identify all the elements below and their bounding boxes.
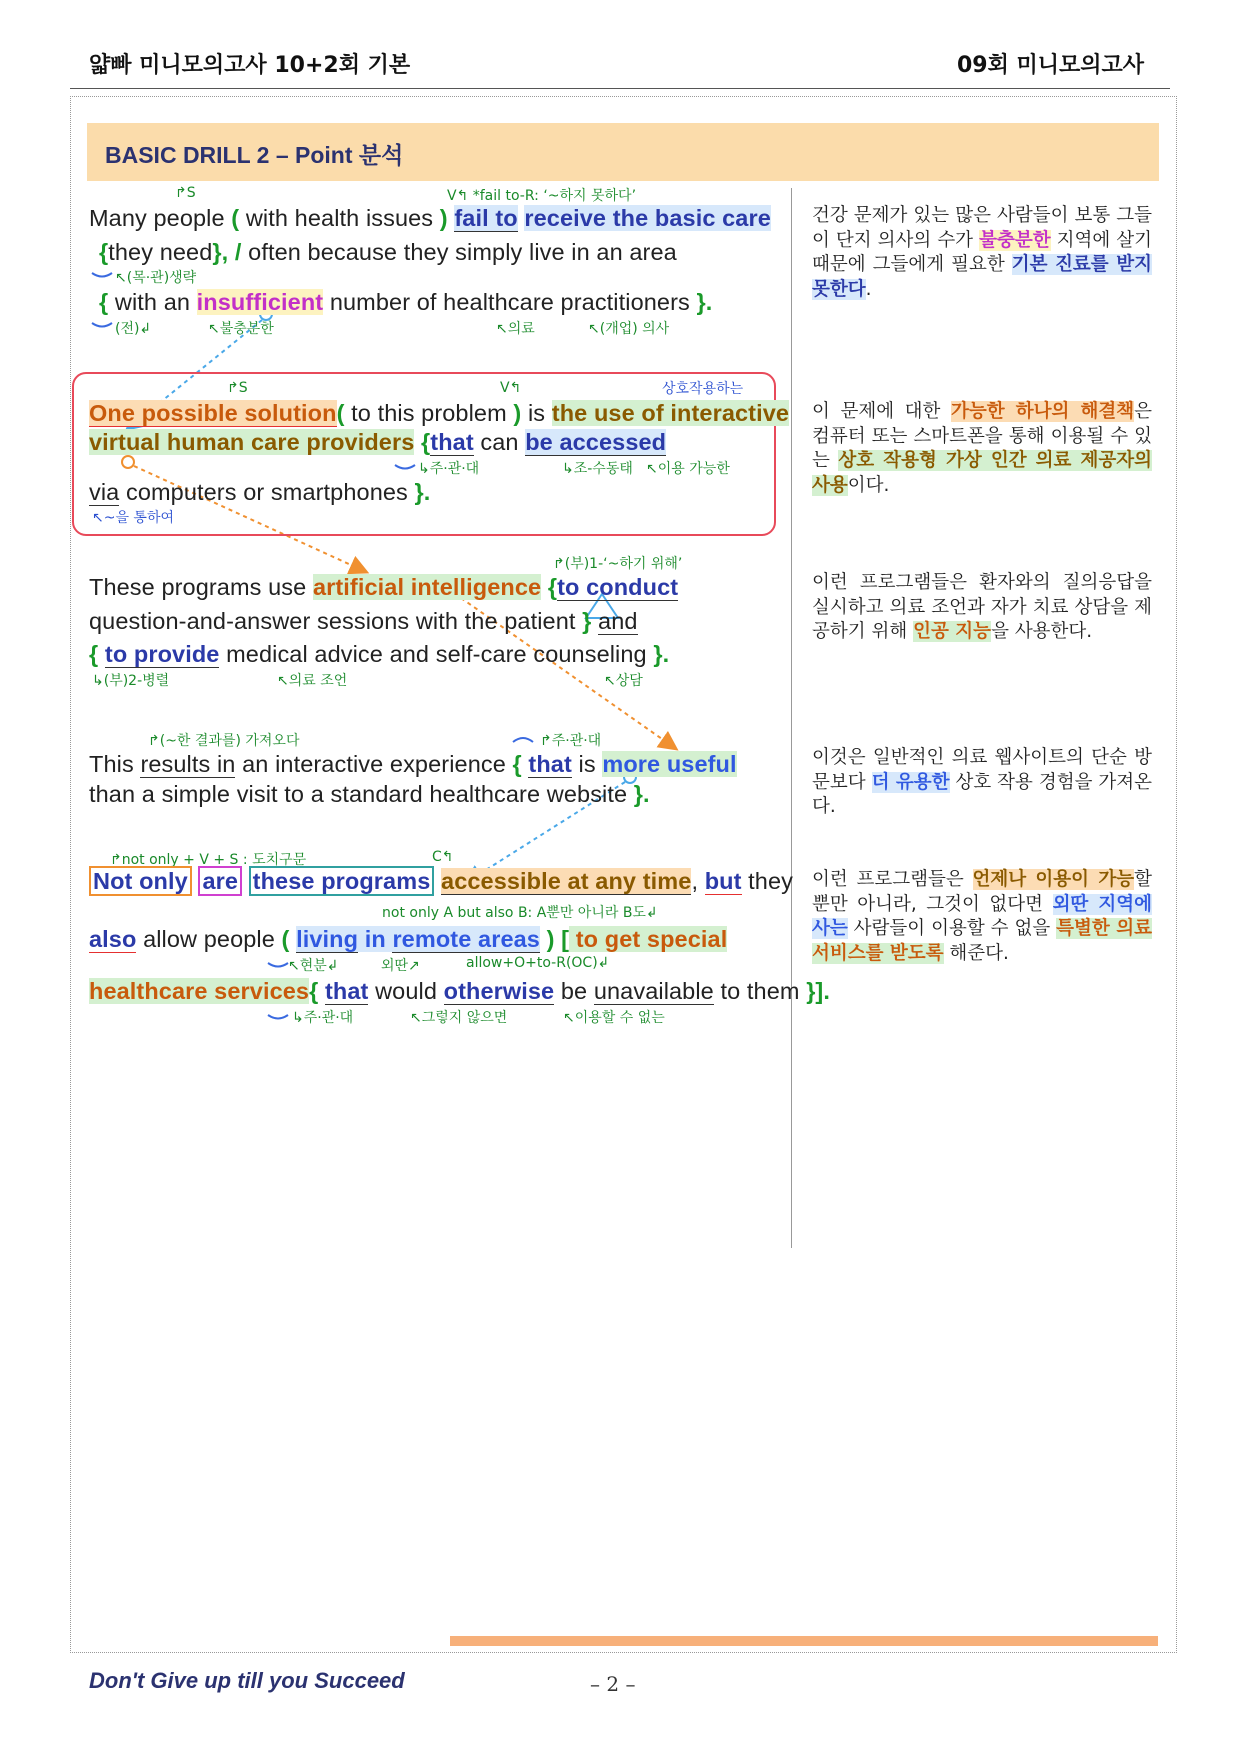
translation-1: 건강 문제가 있는 많은 사람들이 보통 그들이 단지 의사의 수가 불충분한 지역에 살기 때문에 그들에게 필요한 기본 진료를 받지 못한다. [812, 205, 1152, 300]
s3-line-1: These programs use artificial intelligence {to conduct [89, 574, 679, 600]
s2-annotation-via: ↖~을 통하여 [92, 510, 175, 526]
s1-annotation-preposition: (전)↲ [115, 321, 152, 337]
s1-annotation-insufficient: ↖불충분한 [208, 321, 274, 337]
s5-annotation-participle: ↖현분↲ [288, 958, 339, 974]
s2-annotation-relative: ↳주·관·대 [418, 461, 480, 477]
s2-line-2: virtual human care providers {that can be accessed [89, 429, 667, 455]
s3-annotation-medical-advice: ↖의료 조언 [277, 673, 348, 689]
s5-line-3: healthcare services{ that would otherwise be unavailable to them }]. [89, 978, 830, 1004]
s1-annotation-healthcare: ↖의료 [496, 321, 535, 337]
s1-annotation-relative-omitted: ↖(목·관)생략 [115, 270, 197, 286]
s4-line-2: than a simple visit to a standard healthcare website }. [89, 781, 650, 807]
s4-line-1: This results in an interactive experience { that is more useful [89, 751, 737, 777]
s1-annotation-practitioner: ↖(개업) 의사 [588, 321, 670, 337]
s5-annotation-otherwise: ↖그렇지 않으면 [410, 1010, 508, 1026]
s4-annotation-relative: ↱주·관·대 [540, 733, 602, 749]
s4-annotation-results-in: ↱(~한 결과를) 가져오다 [148, 733, 300, 749]
translation-4: 이것은 일반적인 의료 웹사이트의 단순 방문보다 더 유용한 상호 작용 경험을 가져온다. [812, 747, 1152, 817]
s2-annotation-accessible: ↖이용 가능한 [646, 461, 730, 477]
s5-annotation-allow: allow+O+to-R(OC)↲ [466, 955, 610, 971]
translation-3: 이런 프로그램들은 환자와의 질의응답을 실시하고 의료 조언과 자가 치료 상담을 제공하기 위해 인공 지능을 사용한다. [812, 572, 1152, 642]
curve-mark [268, 1015, 288, 1019]
s2-annotation-subject: ↱S [227, 380, 248, 396]
s5-line-2: also allow people ( living in remote areas ) [ to get special [89, 926, 728, 952]
footer-bar [450, 1636, 1158, 1646]
s2-annotation-interactive: 상호작용하는 [662, 381, 744, 397]
s1-line-2: {they need}, / often because they simply live in an area [99, 239, 677, 265]
s1-line-3: { with an insufficient number of healthcare practitioners }. [99, 289, 713, 315]
s1-annotation-subject: ↱S [175, 185, 196, 201]
curve-mark [513, 738, 533, 742]
s3-line-2: question-and-answer sessions with the patient } and [89, 608, 638, 634]
s3-annotation-counseling: ↖상담 [604, 673, 643, 689]
s5-annotation-not-only-but-also: not only A but also B: A뿐만 아니라 B도↲ [382, 905, 658, 921]
s5-annotation-inversion: ↱not only + V + S : 도치구문 [110, 852, 307, 868]
translation-2: 이 문제에 대한 가능한 하나의 해결책은 컴퓨터 또는 스마트폰을 통해 이용될 수 있는 상호 작용형 가상 인간 의료 제공자의 사용이다. [812, 401, 1152, 496]
s2-annotation-verb: V↰ [500, 380, 522, 396]
curve-mark [92, 323, 112, 327]
s5-annotation-unavailable: ↖이용할 수 없는 [563, 1010, 665, 1026]
s3-line-3: { to provide medical advice and self-care counseling }. [89, 641, 670, 667]
s5-annotation-complement: C↰ [432, 849, 454, 865]
s2-line-1: One possible solution( to this problem ) is the use of interactive [89, 400, 790, 426]
curve-mark [92, 273, 112, 277]
curve-mark [268, 963, 288, 967]
header-left: 얇빠 미니모의고사 10+2회 기본 [89, 53, 411, 78]
s5-annotation-remote: 외딴↗ [381, 958, 420, 974]
translation-5: 이런 프로그램들은 언제나 이용이 가능할 뿐만 아니라, 그것이 없다면 외딴 지역에 사는 사람들이 이용할 수 없을 특별한 의료 서비스를 받도록 해준다. [812, 869, 1152, 964]
page-number: – 2 – [590, 1672, 636, 1696]
s1-line-1: Many people ( with health issues ) fail to receive the basic care [89, 205, 771, 231]
s1-annotation-verb: V↰ *fail to-R: ‘~하지 못하다’ [447, 188, 637, 204]
s5-line-1: Not only are these programs accessible at any time, but they [89, 868, 793, 895]
s3-annotation-parallel: ↳(부)2-병렬 [92, 673, 170, 689]
header-right: 09회 미니모의고사 [957, 53, 1145, 78]
s3-annotation-to-infinitive: ↱(부)1-‘~하기 위해’ [553, 556, 683, 572]
s2-annotation-passive: ↳조-수동태 [562, 461, 633, 477]
footer-slogan: Don't Give up till you Succeed [89, 1668, 405, 1693]
s5-annotation-relative: ↳주·관·대 [292, 1010, 354, 1026]
section-title: BASIC DRILL 2 – Point 분석 [105, 142, 404, 168]
s2-line-3: via computers or smartphones }. [89, 479, 431, 505]
